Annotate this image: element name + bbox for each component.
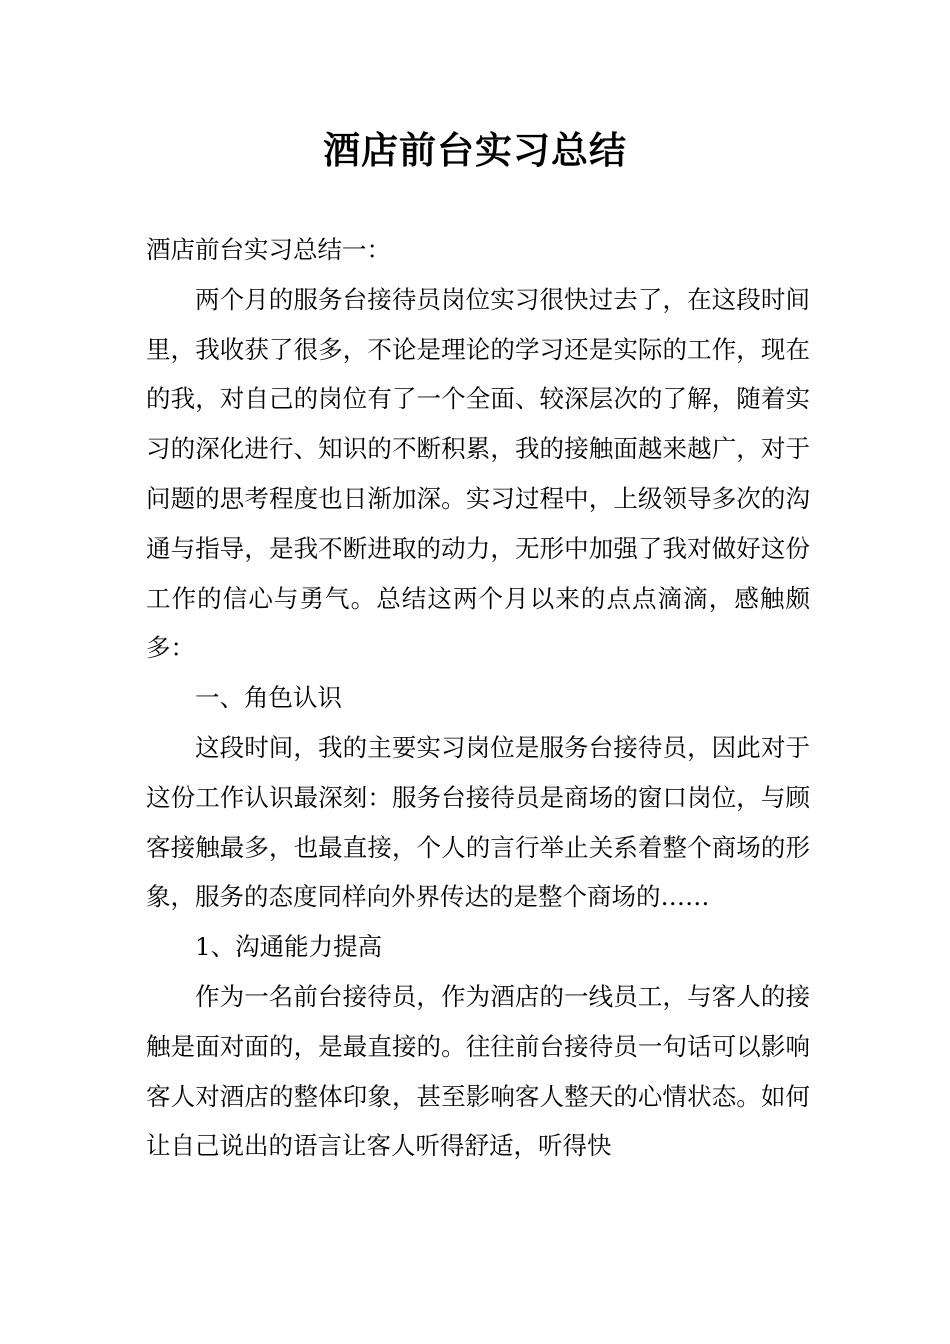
paragraph-communication: 作为一名前台接待员，作为酒店的一线员工，与客人的接触是面对面的，是最直接的。往往前台接待员一句话可以影响客人对酒店的整体印象，甚至影响客人整天的心情状态。如何让自己说出的语言让客人听得舒适，听得快 bbox=[146, 981, 810, 1161]
document-body bbox=[146, 225, 810, 1171]
paragraph-role: 这段时间，我的主要实习岗位是服务台接待员，因此对于这份工作认识最深刻：服务台接待员是商场的窗口岗位，与顾客接触最多，也最直接，个人的言行举止关系着整个商场的形象，服务的态度同样向外界传达的是整个商场的…… bbox=[146, 732, 810, 912]
subheading-communication: 1、沟通能力提高 bbox=[195, 932, 383, 962]
section-heading-role: 一、角色认识 bbox=[195, 683, 342, 713]
section-heading-intro: 酒店前台实习总结一： bbox=[146, 235, 391, 264]
paragraph-overview: 两个月的服务台接待员岗位实习很快过去了，在这段时间里，我收获了很多，不论是理论的学习还是实际的工作，现在的我，对自己的岗位有了一个全面、较深层次的了解，随着实习的深化进行、知识的不断积累，我的接触面越来越广，对于问题的思考程度也日渐加深。实习过程中，上级领导多次的沟通与指导，是我不断进取的动力，无形中加强了我对做好这份工作的信心与勇气。总结这两个月以来的点点滴滴，感触颇多： bbox=[146, 284, 810, 663]
document-title: 酒店前台实习总结 bbox=[323, 128, 627, 172]
